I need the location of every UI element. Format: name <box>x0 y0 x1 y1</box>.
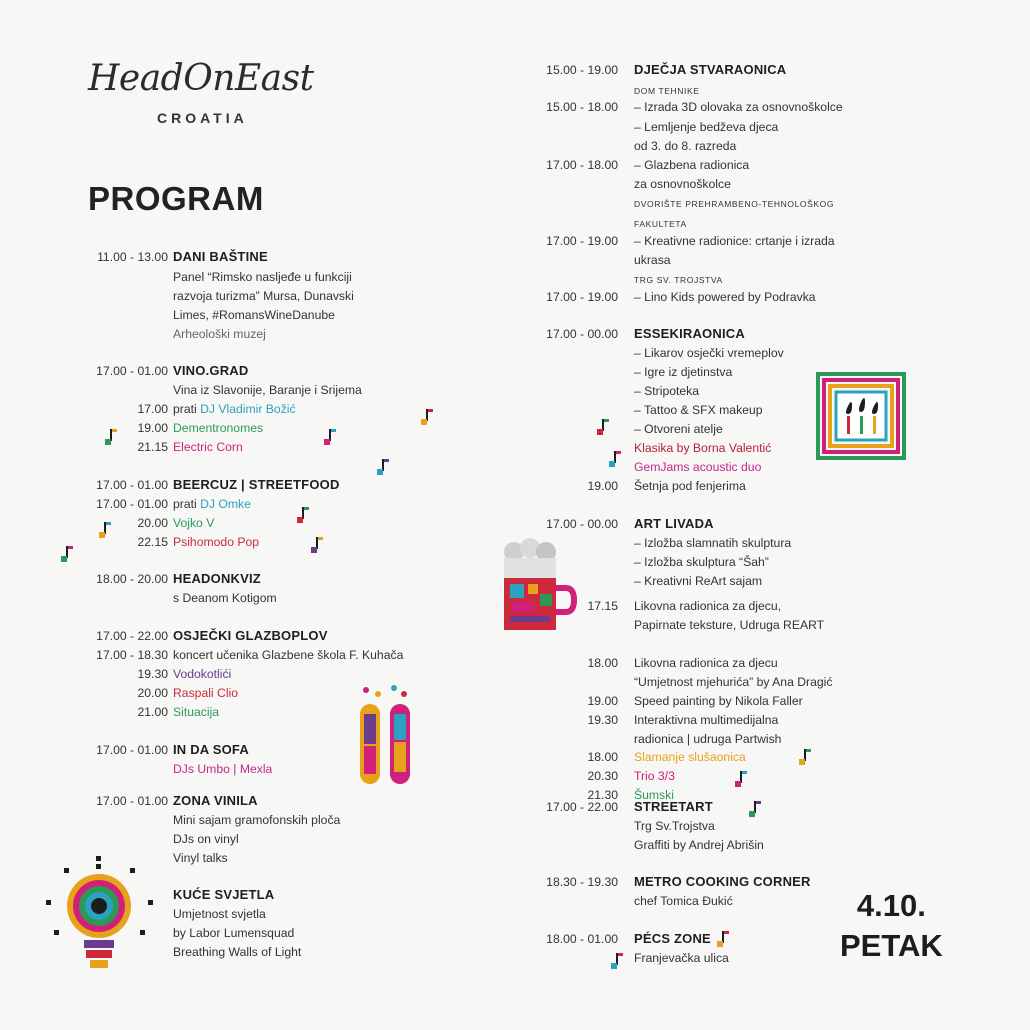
event-heading: ESSEKIRAONICA <box>634 326 745 341</box>
schedule-time: 21.00 <box>137 705 168 719</box>
schedule-text: – Igre iz djetinstva <box>634 365 733 379</box>
schedule-text: Papirnate teksture, Udruga REART <box>634 618 825 632</box>
music-note-icon <box>748 800 764 818</box>
schedule-text: – Likarov osječki vremeplov <box>634 346 784 360</box>
schedule-text: Dementronomes <box>173 421 264 435</box>
schedule-time: 19.00 <box>587 694 618 708</box>
schedule-text: radionica | udruga Partwish <box>634 732 782 746</box>
event-heading: METRO COOKING CORNER <box>634 874 811 889</box>
music-note-icon <box>608 450 624 468</box>
schedule-text: – Izložba skulptura “Šah” <box>634 555 769 569</box>
date-weekday: PETAK <box>840 928 943 963</box>
schedule-text: Likovna radionica za djecu <box>634 656 778 670</box>
schedule-text: Limes, #RomansWineDanube <box>173 308 335 322</box>
schedule-time: 17.00 - 19.00 <box>546 290 618 304</box>
schedule-text: GemJams acoustic duo <box>634 460 762 474</box>
schedule-time: 17.00 - 00.00 <box>546 517 618 531</box>
schedule-time: 18.00 - 01.00 <box>546 932 618 946</box>
schedule-time: 17.00 - 22.00 <box>546 800 618 814</box>
logo-subtitle: CROATIA <box>157 110 248 126</box>
schedule-text: Electric Corn <box>173 440 243 454</box>
schedule-text: Arheološki muzej <box>173 327 266 341</box>
schedule-time: 19.30 <box>137 667 168 681</box>
test-tubes-icon <box>356 684 416 788</box>
schedule-time: 17.15 <box>587 599 618 613</box>
schedule-text: – Glazbena radionica <box>634 158 750 172</box>
schedule-text: DJs Umbo | Mexla <box>173 762 273 776</box>
schedule-time: 18.00 <box>587 656 618 670</box>
schedule-time: 17.00 - 01.00 <box>96 364 168 378</box>
schedule-text: Vojko V <box>173 516 215 530</box>
schedule-time: 15.00 - 19.00 <box>546 63 618 77</box>
schedule-time: 22.15 <box>137 535 168 549</box>
schedule-time: 17.00 - 01.00 <box>96 743 168 757</box>
page-title: PROGRAM <box>88 180 264 217</box>
date-day: 4.10. <box>856 888 926 923</box>
schedule-time: 20.00 <box>137 686 168 700</box>
schedule-time: 17.00 - 01.00 <box>96 497 168 511</box>
fire-frame-icon <box>816 372 906 460</box>
schedule-text: s Deanom Kotigom <box>173 591 277 605</box>
schedule-time: 17.00 - 22.00 <box>96 629 168 643</box>
schedule-text: – Lino Kids powered by Podravka <box>634 290 816 304</box>
music-note-icon <box>798 748 814 766</box>
schedule-text: Speed painting by Nikola Faller <box>634 694 803 708</box>
event-heading: ART LIVADA <box>634 516 714 531</box>
schedule-time: 17.00 - 01.00 <box>96 478 168 492</box>
schedule-time: 17.00 - 00.00 <box>546 327 618 341</box>
schedule-time: 17.00 - 01.00 <box>96 794 168 808</box>
event-heading: IN DA SOFA <box>173 742 249 757</box>
schedule-text: Mini sajam gramofonskih ploča <box>173 813 341 827</box>
schedule-text: chef Tomica Đukić <box>634 894 733 908</box>
schedule-time: 17.00 - 18.00 <box>546 158 618 172</box>
schedule-text: DJs on vinyl <box>173 832 239 846</box>
date-label <box>840 886 943 966</box>
music-note-icon <box>98 521 114 539</box>
schedule-time: 21.30 <box>587 788 618 802</box>
schedule-time: 20.00 <box>137 516 168 530</box>
lightbulb-icon <box>44 856 156 974</box>
schedule-text: – Tattoo & SFX makeup <box>634 403 763 417</box>
schedule-time: 17.00 - 18.30 <box>96 648 168 662</box>
beer-mug-icon <box>502 538 578 634</box>
venue-label: FAKULTETA <box>634 219 687 229</box>
schedule-text: ukrasa <box>634 253 671 267</box>
event-heading: BEERCUZ | STREETFOOD <box>173 477 340 492</box>
music-note-icon <box>734 770 750 788</box>
schedule-text: Umjetnost svjetla <box>173 907 266 921</box>
event-heading: ZONA VINILA <box>173 793 258 808</box>
music-note-icon <box>376 458 392 476</box>
music-note-icon <box>310 536 326 554</box>
schedule-text: Šetnja pod fenjerima <box>634 479 746 493</box>
music-note-icon <box>596 418 612 436</box>
music-note-icon <box>420 408 436 426</box>
schedule-text: – Stripoteka <box>634 384 700 398</box>
schedule-text: – Kreativne radionice: crtanje i izrada <box>634 234 835 248</box>
event-heading: OSJEČKI GLAZBOPLOV <box>173 628 328 643</box>
music-note-icon <box>323 428 339 446</box>
schedule-text: Psihomodo Pop <box>173 535 260 549</box>
schedule-text: Vodokotlići <box>173 667 232 681</box>
schedule-text: Likovna radionica za djecu, <box>634 599 782 613</box>
venue-label: TRG SV. TROJSTVA <box>634 275 723 285</box>
schedule-text: Franjevačka ulica <box>634 951 729 965</box>
event-heading: DANI BAŠTINE <box>173 249 268 264</box>
schedule-time: 17.00 <box>137 402 168 416</box>
schedule-text <box>173 495 251 513</box>
schedule-text: za osnovnoškolce <box>634 177 731 191</box>
schedule-text: Šumski <box>634 788 674 802</box>
schedule-text: Vinyl talks <box>173 851 228 865</box>
schedule-text: Breathing Walls of Light <box>173 945 302 959</box>
schedule-text: – Izrada 3D olovaka za osnovnoškolce <box>634 100 843 114</box>
schedule-text <box>173 400 296 418</box>
performer-name: DJ Omke <box>200 497 251 511</box>
schedule-time: 20.30 <box>587 769 618 783</box>
schedule-text: by Labor Lumensquad <box>173 926 295 940</box>
schedule-text: “Umjetnost mjehurića” by Ana Dragić <box>634 675 833 689</box>
event-heading: DJEČJA STVARAONICA <box>634 62 787 77</box>
venue-label: DOM TEHNIKE <box>634 86 700 96</box>
schedule-time: 18.30 - 19.30 <box>546 875 618 889</box>
music-note-icon <box>610 952 626 970</box>
schedule-text: Panel “Rimsko nasljeđe u funkciji <box>173 270 352 284</box>
music-note-icon <box>296 506 312 524</box>
schedule-time: 21.15 <box>137 440 168 454</box>
event-heading: VINO.GRAD <box>173 363 249 378</box>
schedule-text: Slamanje slušaonica <box>634 750 746 764</box>
schedule-text: Trg Sv.Trojstva <box>634 819 715 833</box>
logo-title: HeadOnEast <box>88 58 314 99</box>
event-heading: KUĆE SVJETLA <box>173 887 275 902</box>
schedule-time: 11.00 - 13.00 <box>97 250 168 264</box>
schedule-text: – Lemljenje bedževa djeca <box>634 120 779 134</box>
music-note-icon <box>60 545 76 563</box>
schedule-text: Interaktivna multimedijalna <box>634 713 779 727</box>
schedule-text: Trio 3/3 <box>634 769 675 783</box>
schedule-time: 19.30 <box>587 713 618 727</box>
event-heading: STREETART <box>634 799 713 814</box>
event-heading: PÉCS ZONE <box>634 931 711 946</box>
schedule-prefix: prati <box>173 497 201 511</box>
schedule-time: 19.00 <box>137 421 168 435</box>
event-heading: HEADONKVIZ <box>173 571 261 586</box>
schedule-text: Vina iz Slavonije, Baranje i Srijema <box>173 383 362 397</box>
schedule-time: 18.00 - 20.00 <box>96 572 168 586</box>
schedule-text: – Izložba slamnatih skulptura <box>634 536 792 550</box>
schedule-text: Graffiti by Andrej Abrišin <box>634 838 764 852</box>
schedule-text: – Otvoreni atelje <box>634 422 723 436</box>
schedule-time: 18.00 <box>587 750 618 764</box>
schedule-text: od 3. do 8. razreda <box>634 139 737 153</box>
schedule-text: Klasika by Borna Valentić <box>634 441 772 455</box>
schedule-time: 17.00 - 19.00 <box>546 234 618 248</box>
music-note-icon <box>104 428 120 446</box>
music-note-icon <box>716 930 732 948</box>
schedule-prefix: prati <box>173 402 201 416</box>
venue-label: DVORIŠTE PREHRAMBENO-TEHNOLOŠKOG <box>634 199 835 209</box>
schedule-text: razvoja turizma” Mursa, Dunavski <box>173 289 354 303</box>
schedule-text: Situacija <box>173 705 220 719</box>
schedule-text: – Kreativni ReArt sajam <box>634 574 763 588</box>
schedule-time: 15.00 - 18.00 <box>546 100 618 114</box>
schedule-text: koncert učenika Glazbene škola F. Kuhača <box>173 648 404 662</box>
schedule-text: Raspali Clio <box>173 686 239 700</box>
schedule-time: 19.00 <box>587 479 618 493</box>
performer-name: DJ Vladimir Božić <box>200 402 296 416</box>
